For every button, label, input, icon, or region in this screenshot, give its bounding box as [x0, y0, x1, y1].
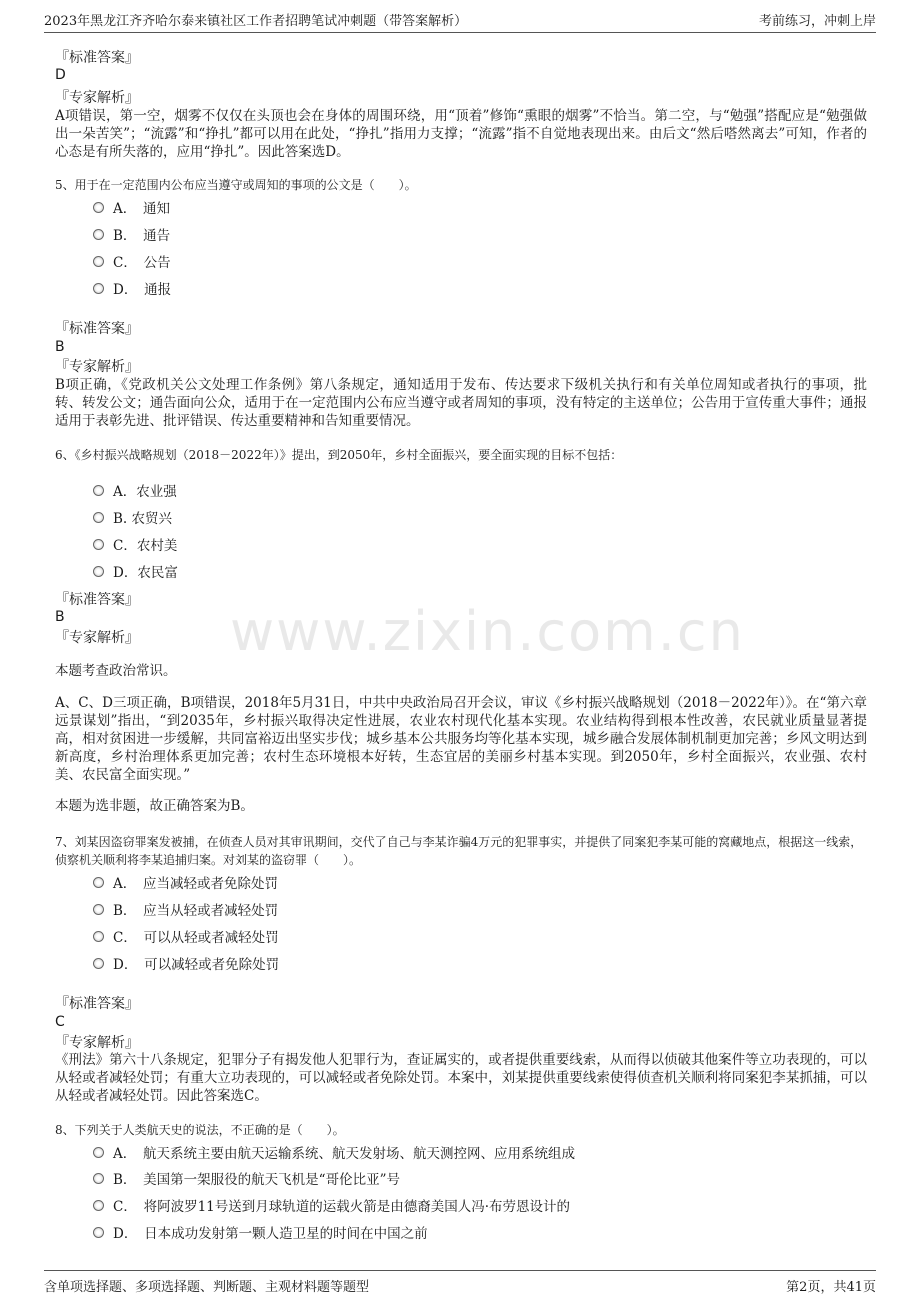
q5-answer: B: [55, 339, 65, 355]
q4-analysis: A项错误，第一空，烟雾不仅仅在头顶也会在身体的周围环绕，用“顶着”修饰“熏眼的烟雾”不恰当。第二空，与“勉强”搭配应是“勉强做出一朵苦笑”；“流露”和“挣扎”都可以用在此处，“挣扎”指用力支撑；“流露”指不自觉地表现出来。由后文“然后嗒然离去”可知，作者的心态是有所失落的，应用“挣扎”。因此答案选D。: [55, 108, 867, 160]
q5-option-d[interactable]: [93, 277, 171, 299]
option-label: D． 日本成功发射第一颗人造卫星的时间在中国之前: [113, 1226, 428, 1242]
option-label: A． 航天系统主要由航天运输系统、航天发射场、航天测控网、应用系统组成: [113, 1146, 575, 1162]
q5-analysis: B项正确，《党政机关公文处理工作条例》第八条规定，通知适用于发布、传达要求下级机关执行和有关单位周知或者执行的事项，批转、转发公文；通告面向公众，适用于在一定范围内公布应当遵守或者周知的事项，没有特定的主送单位；公告用于宣传重大事件；通报适用于表彰先进、批评错误、传达重要精神和告知重要情况。: [55, 377, 867, 429]
q8-option-c[interactable]: [93, 1194, 570, 1216]
option-label: D． 通报: [113, 282, 172, 298]
radio-icon[interactable]: [93, 1200, 104, 1211]
q4-analysis-label: 『专家解析』: [55, 90, 139, 106]
page-header: [44, 10, 876, 33]
option-label: B． 通告: [113, 228, 171, 244]
q6-answer: B: [55, 609, 65, 625]
q6-option-a[interactable]: [93, 479, 177, 501]
option-label: D． 可以减轻或者免除处罚: [113, 957, 280, 973]
radio-icon[interactable]: [93, 256, 104, 267]
radio-icon[interactable]: [93, 539, 104, 550]
q5-answer-label: 『标准答案』: [55, 321, 139, 337]
header-title: 2023年黑龙江齐齐哈尔泰来镇社区工作者招聘笔试冲刺题（带答案解析）: [44, 14, 468, 29]
header-slogan: 考前练习，冲刺上岸: [758, 14, 876, 29]
option-label: A． 通知: [113, 201, 170, 217]
q7-option-c[interactable]: [93, 925, 279, 947]
q8-question: 8、下列关于人类航天史的说法，不正确的是（ ）。: [55, 1123, 345, 1137]
q6-answer-label: 『标准答案』: [55, 592, 139, 608]
radio-icon[interactable]: [93, 904, 104, 915]
q6-question: 6、《乡村振兴战略规划（2018－2022年）》提出，到2050年，乡村全面振兴，要全面实现的目标不包括：: [55, 448, 623, 462]
q5-question: 5、用于在一定范围内公布应当遵守或周知的事项的公文是（ ）。: [55, 178, 417, 192]
q8-option-a[interactable]: [93, 1141, 575, 1163]
radio-icon[interactable]: [93, 202, 104, 213]
page-number: 第2页，共41页: [786, 1280, 876, 1295]
q7-analysis: 《刑法》第六十八条规定，犯罪分子有揭发他人犯罪行为，查证属实的，或者提供重要线索，从而得以侦破其他案件等立功表现的，可以从轻或者减轻处罚；有重大立功表现的，可以减轻或者免除处罚。本案中，刘某提供重要线索使得侦查机关顺利将同案犯李某抓捕，可以从轻或者减轻处罚。因此答案选C。: [55, 1052, 867, 1104]
option-label: C． 可以从轻或者减轻处罚: [113, 930, 279, 946]
radio-icon[interactable]: [93, 1227, 104, 1238]
option-label: C．农村美: [113, 538, 178, 554]
option-label: C． 将阿波罗11号送到月球轨道的运载火箭是由德裔美国人冯·布劳恩设计的: [113, 1199, 571, 1215]
q4-answer: D: [55, 67, 66, 83]
option-label: A． 应当减轻或者免除处罚: [113, 876, 278, 892]
radio-icon[interactable]: [93, 485, 104, 496]
radio-icon[interactable]: [93, 931, 104, 942]
radio-icon[interactable]: [93, 283, 104, 294]
q6-option-c[interactable]: [93, 533, 177, 555]
q7-option-d[interactable]: [93, 952, 279, 974]
q5-analysis-label: 『专家解析』: [55, 359, 139, 375]
page-footer: [44, 1270, 876, 1295]
footer-note: 含单项选择题、多项选择题、判断题、主观材料题等题型: [44, 1280, 370, 1295]
radio-icon[interactable]: [93, 229, 104, 240]
q6-analysis-intro: 本题考查政治常识。: [55, 663, 177, 679]
watermark: www.zixin.com.cn: [230, 600, 745, 663]
radio-icon[interactable]: [93, 1173, 104, 1184]
q6-analysis-body: A、C、D三项正确，B项错误，2018年5月31日，中共中央政治局召开会议，审议《乡村振兴战略规划（2018－2022年）》。在“第六章 远景谋划”指出，“到2035年，乡村振兴取得决定性进展，农业农村现代化基本实现。农业结构得到根本性改善，农民就业质量显著提高，相对贫困进一步缓解，共同富裕迈出坚实步伐；城乡基本公共服务均等化基本实现，城乡融合发展体制机制更加完善；乡风文明达到新高度，乡村治理体系更加完善；农村生态环境根本好转，生态宜居的美丽乡村基本实现。到2050年，乡村全面振兴，农业强、农村美、农民富全面实现。”: [55, 695, 867, 783]
radio-icon[interactable]: [93, 566, 104, 577]
q6-option-d[interactable]: [93, 560, 178, 582]
q8-option-b[interactable]: [93, 1167, 400, 1189]
option-label: B． 美国第一架服役的航天飞机是“哥伦比亚”号: [113, 1172, 400, 1188]
q6-analysis-label: 『专家解析』: [55, 630, 139, 646]
q8-option-d[interactable]: [93, 1221, 428, 1243]
option-label: A．农业强: [113, 484, 177, 500]
q5-option-c[interactable]: [93, 250, 171, 272]
q4-answer-label: 『标准答案』: [55, 50, 139, 66]
radio-icon[interactable]: [93, 877, 104, 888]
q7-option-b[interactable]: [93, 898, 278, 920]
option-label: D．农民富: [113, 565, 178, 581]
q5-option-b[interactable]: [93, 223, 170, 245]
q7-answer-label: 『标准答案』: [55, 996, 139, 1012]
q6-analysis-conclusion: 本题为选非题，故正确答案为B。: [55, 798, 254, 814]
q5-option-a[interactable]: [93, 196, 170, 218]
option-label: B. 农贸兴: [113, 511, 173, 527]
radio-icon[interactable]: [93, 958, 104, 969]
q6-option-b[interactable]: [93, 506, 172, 528]
option-label: C． 公告: [113, 255, 171, 271]
radio-icon[interactable]: [93, 512, 104, 523]
q7-answer: C: [55, 1014, 65, 1030]
q7-question: 7、刘某因盗窃罪案发被捕，在侦查人员对其审讯期间，交代了自己与李某诈骗4万元的犯罪事实，并提供了同案犯李某可能的窝藏地点，根据这一线索，侦察机关顺利将李某追捕归案。对刘某的盗窃罪（ ）。: [55, 835, 863, 867]
q7-option-a[interactable]: [93, 871, 278, 893]
radio-icon[interactable]: [93, 1147, 104, 1158]
q7-analysis-label: 『专家解析』: [55, 1035, 139, 1051]
option-label: B． 应当从轻或者减轻处罚: [113, 903, 279, 919]
